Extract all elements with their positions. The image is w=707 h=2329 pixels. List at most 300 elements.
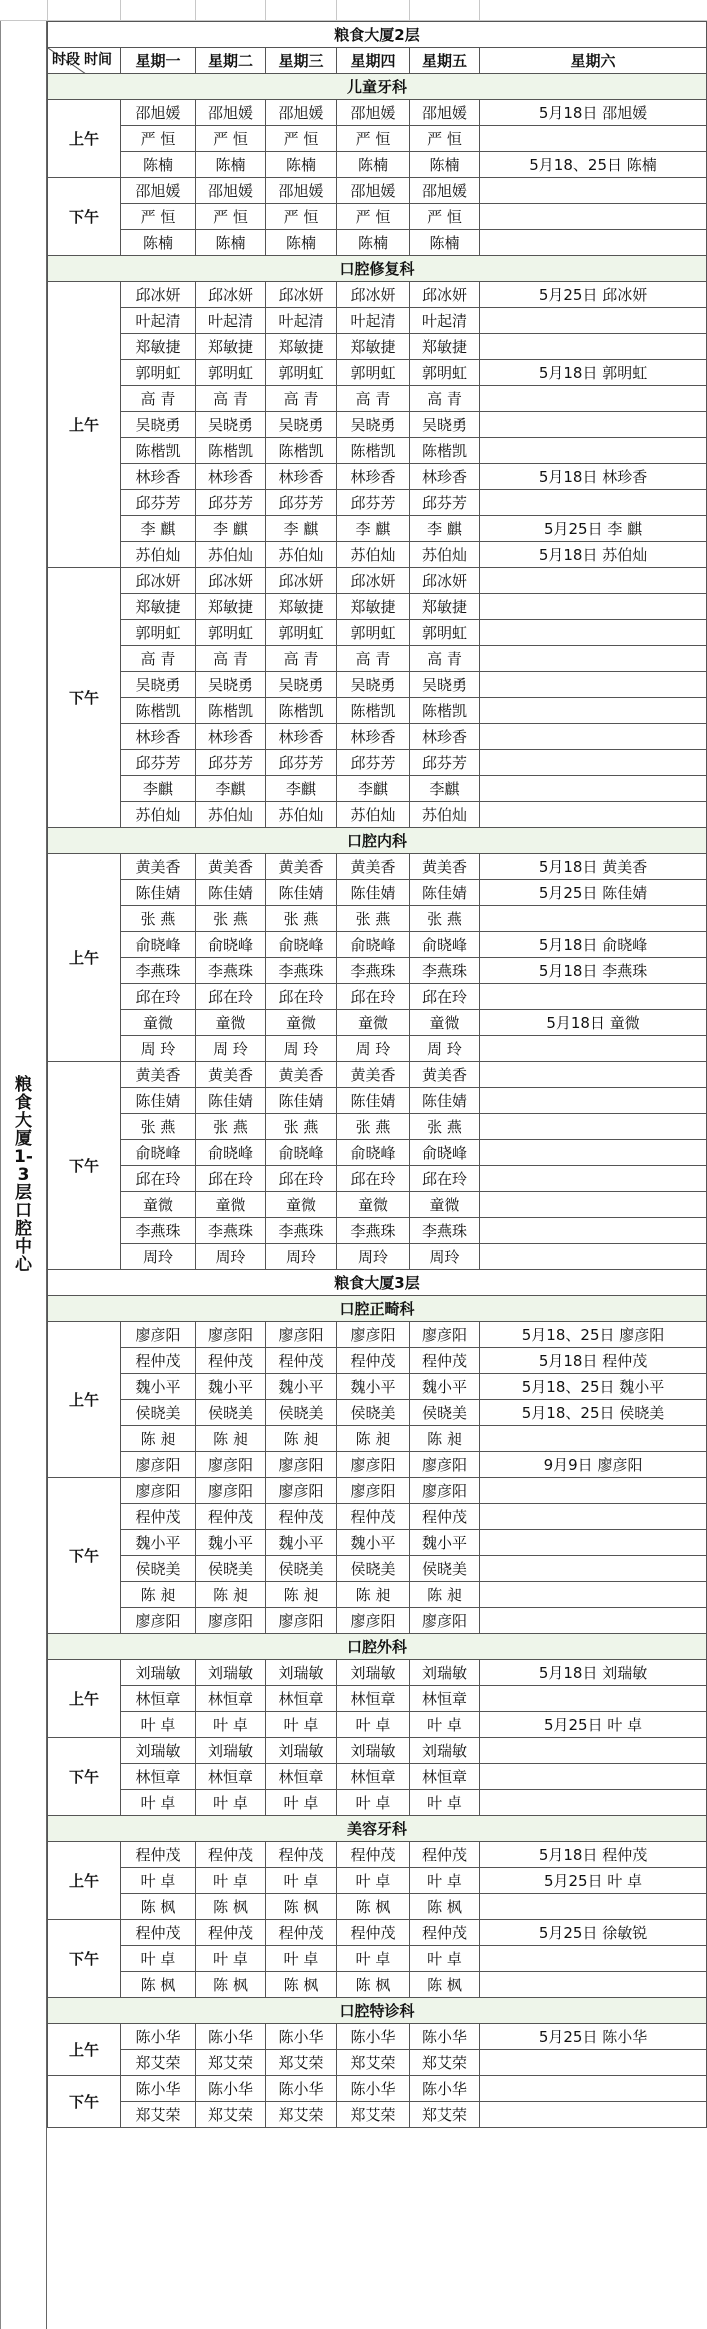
doctor-cell: 程仲茂 xyxy=(410,1842,480,1868)
table-row xyxy=(48,152,707,178)
doctor-cell: 陈楷凯 xyxy=(196,438,266,464)
period-cell: 下午 xyxy=(48,178,121,256)
doctor-cell: 黄美香 xyxy=(410,1062,480,1088)
doctor-cell: 童微 xyxy=(337,1192,410,1218)
department-title: 美容牙科 xyxy=(48,1816,707,1842)
doctor-cell: 侯晓美 xyxy=(266,1400,337,1426)
table-row xyxy=(48,1036,707,1062)
doctor-cell: 刘瑞敏 xyxy=(337,1660,410,1686)
building-title: 粮食大厦3层 xyxy=(48,1270,707,1296)
doctor-cell: 陈楠 xyxy=(337,152,410,178)
doctor-cell: 邱芬芳 xyxy=(410,750,480,776)
doctor-cell: 陈小华 xyxy=(410,2076,480,2102)
doctor-cell: 郭明虹 xyxy=(337,360,410,386)
doctor-cell: 郑艾荣 xyxy=(121,2050,196,2076)
doctor-cell: 陈楠 xyxy=(121,230,196,256)
saturday-cell xyxy=(480,776,707,802)
saturday-cell: 5月18日 邵旭媛 xyxy=(480,100,707,126)
table-row xyxy=(48,1088,707,1114)
doctor-cell: 陈楠 xyxy=(196,152,266,178)
doctor-cell: 张 燕 xyxy=(337,1114,410,1140)
doctor-cell: 刘瑞敏 xyxy=(196,1660,266,1686)
doctor-cell: 叶 卓 xyxy=(196,1712,266,1738)
period-cell: 上午 xyxy=(48,100,121,178)
doctor-cell: 陈小华 xyxy=(121,2024,196,2050)
saturday-cell xyxy=(480,750,707,776)
table-row xyxy=(48,646,707,672)
table-row xyxy=(48,906,707,932)
table-row xyxy=(48,958,707,984)
doctor-cell: 叶起清 xyxy=(266,308,337,334)
doctor-cell: 郑敏捷 xyxy=(266,334,337,360)
department-title: 口腔内科 xyxy=(48,828,707,854)
doctor-cell: 郑敏捷 xyxy=(266,594,337,620)
doctor-cell: 周 玲 xyxy=(196,1036,266,1062)
header-corner xyxy=(48,48,121,74)
doctor-cell: 邱在玲 xyxy=(196,1166,266,1192)
period-cell: 上午 xyxy=(48,854,121,1062)
table-row xyxy=(48,1920,707,1946)
doctor-cell: 陈楠 xyxy=(410,152,480,178)
doctor-cell: 邵旭媛 xyxy=(121,100,196,126)
doctor-cell: 陈 枫 xyxy=(266,1972,337,1998)
doctor-cell: 邱芬芳 xyxy=(266,490,337,516)
doctor-cell: 严 恒 xyxy=(337,126,410,152)
doctor-cell: 刘瑞敏 xyxy=(121,1738,196,1764)
table-row xyxy=(48,1426,707,1452)
doctor-cell: 李燕珠 xyxy=(266,958,337,984)
doctor-cell: 刘瑞敏 xyxy=(266,1660,337,1686)
period-cell: 下午 xyxy=(48,2076,121,2128)
doctor-cell: 陈小华 xyxy=(266,2076,337,2102)
doctor-cell: 郑艾荣 xyxy=(196,2050,266,2076)
saturday-cell xyxy=(480,1946,707,1972)
doctor-cell: 林恒章 xyxy=(410,1764,480,1790)
table-row xyxy=(48,620,707,646)
saturday-cell xyxy=(480,308,707,334)
doctor-cell: 程仲茂 xyxy=(410,1348,480,1374)
building-title: 粮食大厦2层 xyxy=(48,22,707,48)
doctor-cell: 苏伯灿 xyxy=(121,542,196,568)
saturday-cell xyxy=(480,230,707,256)
doctor-cell: 林恒章 xyxy=(337,1764,410,1790)
doctor-cell: 程仲茂 xyxy=(266,1348,337,1374)
doctor-cell: 黄美香 xyxy=(337,854,410,880)
doctor-cell: 邵旭媛 xyxy=(337,178,410,204)
doctor-cell: 高 青 xyxy=(266,646,337,672)
department-title: 口腔正畸科 xyxy=(48,1296,707,1322)
doctor-cell: 高 青 xyxy=(266,386,337,412)
saturday-cell: 5月25日 李 麒 xyxy=(480,516,707,542)
saturday-cell: 5月18、25日 侯晓美 xyxy=(480,1400,707,1426)
saturday-cell xyxy=(480,1530,707,1556)
doctor-cell: 吴晓勇 xyxy=(121,412,196,438)
doctor-cell: 李麒 xyxy=(196,776,266,802)
saturday-cell xyxy=(480,412,707,438)
saturday-cell xyxy=(480,802,707,828)
doctor-cell: 郑敏捷 xyxy=(196,334,266,360)
doctor-cell: 郑敏捷 xyxy=(337,594,410,620)
doctor-cell: 侯晓美 xyxy=(121,1556,196,1582)
table-row xyxy=(48,880,707,906)
doctor-cell: 吴晓勇 xyxy=(337,412,410,438)
doctor-cell: 叶 卓 xyxy=(196,1868,266,1894)
saturday-cell xyxy=(480,984,707,1010)
table-row xyxy=(48,1686,707,1712)
doctor-cell: 童微 xyxy=(266,1192,337,1218)
doctor-cell: 郭明虹 xyxy=(337,620,410,646)
saturday-cell xyxy=(480,1686,707,1712)
doctor-cell: 廖彦阳 xyxy=(410,1452,480,1478)
doctor-cell: 李燕珠 xyxy=(337,1218,410,1244)
doctor-cell: 廖彦阳 xyxy=(410,1608,480,1634)
doctor-cell: 陈 枫 xyxy=(337,1972,410,1998)
table-row xyxy=(48,542,707,568)
doctor-cell: 郭明虹 xyxy=(196,620,266,646)
doctor-cell: 李燕珠 xyxy=(196,958,266,984)
doctor-cell: 俞晓峰 xyxy=(121,1140,196,1166)
department-title: 口腔外科 xyxy=(48,1634,707,1660)
doctor-cell: 侯晓美 xyxy=(337,1400,410,1426)
doctor-cell: 邱在玲 xyxy=(266,984,337,1010)
doctor-cell: 邱在玲 xyxy=(121,984,196,1010)
doctor-cell: 魏小平 xyxy=(266,1530,337,1556)
doctor-cell: 邱芬芳 xyxy=(196,750,266,776)
doctor-cell: 陈楠 xyxy=(337,230,410,256)
doctor-cell: 李 麒 xyxy=(410,516,480,542)
doctor-cell: 陈小华 xyxy=(337,2076,410,2102)
doctor-cell: 陈佳婧 xyxy=(337,1088,410,1114)
doctor-cell: 廖彦阳 xyxy=(121,1608,196,1634)
table-row xyxy=(48,1556,707,1582)
doctor-cell: 严 恒 xyxy=(337,204,410,230)
doctor-cell: 吴晓勇 xyxy=(121,672,196,698)
doctor-cell: 廖彦阳 xyxy=(121,1478,196,1504)
doctor-cell: 林恒章 xyxy=(266,1764,337,1790)
doctor-cell: 张 燕 xyxy=(196,1114,266,1140)
doctor-cell: 邱冰妍 xyxy=(410,282,480,308)
doctor-cell: 邱在玲 xyxy=(196,984,266,1010)
table-row xyxy=(48,1608,707,1634)
saturday-cell xyxy=(480,2102,707,2128)
table-row xyxy=(48,1582,707,1608)
saturday-cell xyxy=(480,1140,707,1166)
doctor-cell: 李燕珠 xyxy=(196,1218,266,1244)
table-row xyxy=(48,1244,707,1270)
table-row xyxy=(48,1348,707,1374)
table-row xyxy=(48,386,707,412)
saturday-cell xyxy=(480,1556,707,1582)
doctor-cell: 张 燕 xyxy=(337,906,410,932)
doctor-cell: 叶起清 xyxy=(337,308,410,334)
doctor-cell: 程仲茂 xyxy=(266,1920,337,1946)
doctor-cell: 邱在玲 xyxy=(410,1166,480,1192)
table-row xyxy=(48,1504,707,1530)
doctor-cell: 林恒章 xyxy=(410,1686,480,1712)
doctor-cell: 林珍香 xyxy=(196,724,266,750)
doctor-cell: 林珍香 xyxy=(410,724,480,750)
table-row xyxy=(48,1894,707,1920)
table-row xyxy=(48,1478,707,1504)
doctor-cell: 叶 卓 xyxy=(121,1946,196,1972)
doctor-cell: 刘瑞敏 xyxy=(410,1660,480,1686)
doctor-cell: 吴晓勇 xyxy=(410,412,480,438)
department-title: 口腔特诊科 xyxy=(48,1998,707,2024)
table-row xyxy=(48,1868,707,1894)
doctor-cell: 侯晓美 xyxy=(410,1400,480,1426)
doctor-cell: 陈楷凯 xyxy=(196,698,266,724)
doctor-cell: 程仲茂 xyxy=(196,1504,266,1530)
saturday-cell xyxy=(480,568,707,594)
table-row xyxy=(48,1140,707,1166)
doctor-cell: 严 恒 xyxy=(410,126,480,152)
doctor-cell: 程仲茂 xyxy=(337,1504,410,1530)
period-cell: 下午 xyxy=(48,568,121,828)
table-row xyxy=(48,724,707,750)
doctor-cell: 陈小华 xyxy=(121,2076,196,2102)
doctor-cell: 陈楷凯 xyxy=(337,698,410,724)
doctor-cell: 陈小华 xyxy=(266,2024,337,2050)
saturday-cell xyxy=(480,646,707,672)
table-row xyxy=(48,1400,707,1426)
doctor-cell: 周玲 xyxy=(266,1244,337,1270)
table-row xyxy=(48,1712,707,1738)
saturday-cell xyxy=(480,1426,707,1452)
table-row xyxy=(48,1010,707,1036)
doctor-cell: 林珍香 xyxy=(266,724,337,750)
doctor-cell: 张 燕 xyxy=(121,1114,196,1140)
doctor-cell: 郑艾荣 xyxy=(410,2050,480,2076)
doctor-cell: 陈小华 xyxy=(410,2024,480,2050)
doctor-cell: 郑敏捷 xyxy=(121,594,196,620)
doctor-cell: 叶 卓 xyxy=(121,1868,196,1894)
table-row xyxy=(48,230,707,256)
doctor-cell: 陈 昶 xyxy=(266,1582,337,1608)
saturday-cell xyxy=(480,1244,707,1270)
doctor-cell: 程仲茂 xyxy=(121,1920,196,1946)
doctor-cell: 邱芬芳 xyxy=(337,490,410,516)
doctor-cell: 郭明虹 xyxy=(121,620,196,646)
table-row xyxy=(48,2102,707,2128)
doctor-cell: 周 玲 xyxy=(410,1036,480,1062)
saturday-cell: 5月25日 徐敏锐 xyxy=(480,1920,707,1946)
doctor-cell: 李燕珠 xyxy=(410,958,480,984)
doctor-cell: 郑艾荣 xyxy=(266,2050,337,2076)
doctor-cell: 俞晓峰 xyxy=(196,1140,266,1166)
day-header: 星期一 xyxy=(121,48,196,74)
doctor-cell: 廖彦阳 xyxy=(410,1478,480,1504)
department-row xyxy=(48,828,707,854)
saturday-cell xyxy=(480,1764,707,1790)
doctor-cell: 黄美香 xyxy=(266,1062,337,1088)
table-row xyxy=(48,1972,707,1998)
doctor-cell: 张 燕 xyxy=(266,906,337,932)
doctor-cell: 廖彦阳 xyxy=(266,1452,337,1478)
schedule-table xyxy=(47,21,707,2128)
doctor-cell: 周玲 xyxy=(196,1244,266,1270)
doctor-cell: 叶 卓 xyxy=(121,1790,196,1816)
doctor-cell: 叶 卓 xyxy=(337,1868,410,1894)
doctor-cell: 邱在玲 xyxy=(337,984,410,1010)
doctor-cell: 邵旭媛 xyxy=(337,100,410,126)
doctor-cell: 周玲 xyxy=(121,1244,196,1270)
doctor-cell: 程仲茂 xyxy=(196,1842,266,1868)
doctor-cell: 魏小平 xyxy=(337,1374,410,1400)
table-row xyxy=(48,776,707,802)
doctor-cell: 陈楠 xyxy=(121,152,196,178)
saturday-cell: 5月18日 俞晓峰 xyxy=(480,932,707,958)
doctor-cell: 吴晓勇 xyxy=(266,412,337,438)
doctor-cell: 周 玲 xyxy=(337,1036,410,1062)
department-row xyxy=(48,1816,707,1842)
doctor-cell: 童微 xyxy=(337,1010,410,1036)
doctor-cell: 李燕珠 xyxy=(410,1218,480,1244)
doctor-cell: 俞晓峰 xyxy=(337,932,410,958)
doctor-cell: 陈 枫 xyxy=(196,1972,266,1998)
doctor-cell: 高 青 xyxy=(196,646,266,672)
doctor-cell: 邱芬芳 xyxy=(196,490,266,516)
doctor-cell: 高 青 xyxy=(121,646,196,672)
doctor-cell: 邱冰妍 xyxy=(196,282,266,308)
doctor-cell: 林珍香 xyxy=(121,464,196,490)
doctor-cell: 陈小华 xyxy=(337,2024,410,2050)
period-cell: 上午 xyxy=(48,282,121,568)
doctor-cell: 魏小平 xyxy=(410,1530,480,1556)
table-row xyxy=(48,204,707,230)
department-row xyxy=(48,256,707,282)
table-row xyxy=(48,360,707,386)
doctor-cell: 邱冰妍 xyxy=(337,568,410,594)
doctor-cell: 陈佳婧 xyxy=(410,880,480,906)
doctor-cell: 吴晓勇 xyxy=(337,672,410,698)
table-row xyxy=(48,698,707,724)
doctor-cell: 高 青 xyxy=(121,386,196,412)
doctor-cell: 俞晓峰 xyxy=(266,932,337,958)
table-row xyxy=(48,516,707,542)
doctor-cell: 陈小华 xyxy=(196,2024,266,2050)
doctor-cell: 陈楷凯 xyxy=(121,438,196,464)
table-row xyxy=(48,178,707,204)
table-row xyxy=(48,2024,707,2050)
doctor-cell: 叶 卓 xyxy=(121,1712,196,1738)
doctor-cell: 郭明虹 xyxy=(410,360,480,386)
doctor-cell: 侯晓美 xyxy=(196,1556,266,1582)
department-title: 口腔修复科 xyxy=(48,256,707,282)
doctor-cell: 廖彦阳 xyxy=(266,1478,337,1504)
doctor-cell: 叶 卓 xyxy=(337,1712,410,1738)
doctor-cell: 张 燕 xyxy=(410,1114,480,1140)
saturday-cell: 5月18日 苏伯灿 xyxy=(480,542,707,568)
doctor-cell: 李燕珠 xyxy=(337,958,410,984)
doctor-cell: 俞晓峰 xyxy=(337,1140,410,1166)
doctor-cell: 林恒章 xyxy=(196,1764,266,1790)
doctor-cell: 邵旭媛 xyxy=(410,100,480,126)
building-row xyxy=(48,22,707,48)
doctor-cell: 郑艾荣 xyxy=(266,2102,337,2128)
table-row xyxy=(48,1114,707,1140)
doctor-cell: 郭明虹 xyxy=(266,360,337,386)
period-cell: 下午 xyxy=(48,1920,121,1998)
doctor-cell: 童微 xyxy=(121,1192,196,1218)
doctor-cell: 程仲茂 xyxy=(196,1920,266,1946)
doctor-cell: 张 燕 xyxy=(266,1114,337,1140)
doctor-cell: 李 麒 xyxy=(121,516,196,542)
spreadsheet-top-gridlines xyxy=(0,0,707,21)
doctor-cell: 叶 卓 xyxy=(196,1946,266,1972)
doctor-cell: 程仲茂 xyxy=(121,1504,196,1530)
saturday-cell: 5月18、25日 魏小平 xyxy=(480,1374,707,1400)
doctor-cell: 林恒章 xyxy=(121,1764,196,1790)
doctor-cell: 黄美香 xyxy=(196,854,266,880)
doctor-cell: 李麒 xyxy=(410,776,480,802)
saturday-cell: 5月18日 林珍香 xyxy=(480,464,707,490)
doctor-cell: 邵旭媛 xyxy=(266,100,337,126)
table-row xyxy=(48,568,707,594)
doctor-cell: 陈 昶 xyxy=(266,1426,337,1452)
doctor-cell: 陈 枫 xyxy=(266,1894,337,1920)
period-cell: 上午 xyxy=(48,2024,121,2076)
doctor-cell: 陈佳婧 xyxy=(121,1088,196,1114)
doctor-cell: 刘瑞敏 xyxy=(121,1660,196,1686)
doctor-cell: 魏小平 xyxy=(121,1530,196,1556)
doctor-cell: 郭明虹 xyxy=(196,360,266,386)
saturday-cell xyxy=(480,1036,707,1062)
time-label: 时间 xyxy=(84,52,112,68)
doctor-cell: 郑敏捷 xyxy=(121,334,196,360)
doctor-cell: 邱在玲 xyxy=(266,1166,337,1192)
table-row xyxy=(48,282,707,308)
doctor-cell: 周玲 xyxy=(337,1244,410,1270)
building-row xyxy=(48,1270,707,1296)
doctor-cell: 程仲茂 xyxy=(337,1348,410,1374)
doctor-cell: 刘瑞敏 xyxy=(410,1738,480,1764)
doctor-cell: 黄美香 xyxy=(121,1062,196,1088)
doctor-cell: 陈楠 xyxy=(266,230,337,256)
doctor-cell: 俞晓峰 xyxy=(196,932,266,958)
doctor-cell: 廖彦阳 xyxy=(196,1478,266,1504)
doctor-cell: 郑敏捷 xyxy=(196,594,266,620)
doctor-cell: 廖彦阳 xyxy=(266,1608,337,1634)
doctor-cell: 陈楠 xyxy=(266,152,337,178)
doctor-cell: 邱冰妍 xyxy=(337,282,410,308)
doctor-cell: 邱芬芳 xyxy=(337,750,410,776)
doctor-cell: 陈楠 xyxy=(410,230,480,256)
doctor-cell: 高 青 xyxy=(410,646,480,672)
doctor-cell: 叶 卓 xyxy=(266,1712,337,1738)
doctor-cell: 苏伯灿 xyxy=(410,542,480,568)
doctor-cell: 陈佳婧 xyxy=(266,880,337,906)
doctor-cell: 叶 卓 xyxy=(410,1868,480,1894)
doctor-cell: 周 玲 xyxy=(121,1036,196,1062)
saturday-cell xyxy=(480,1790,707,1816)
doctor-cell: 郑敏捷 xyxy=(410,594,480,620)
doctor-cell: 陈楷凯 xyxy=(266,438,337,464)
table-row xyxy=(48,412,707,438)
doctor-cell: 陈佳婧 xyxy=(410,1088,480,1114)
header-row xyxy=(48,48,707,74)
doctor-cell: 陈 昶 xyxy=(196,1582,266,1608)
doctor-cell: 邱芬芳 xyxy=(121,490,196,516)
saturday-cell xyxy=(480,178,707,204)
doctor-cell: 魏小平 xyxy=(121,1374,196,1400)
doctor-cell: 叶 卓 xyxy=(266,1946,337,1972)
doctor-cell: 童微 xyxy=(121,1010,196,1036)
doctor-cell: 魏小平 xyxy=(410,1374,480,1400)
doctor-cell: 高 青 xyxy=(337,386,410,412)
table-row xyxy=(48,2076,707,2102)
saturday-cell xyxy=(480,1478,707,1504)
table-row xyxy=(48,1218,707,1244)
